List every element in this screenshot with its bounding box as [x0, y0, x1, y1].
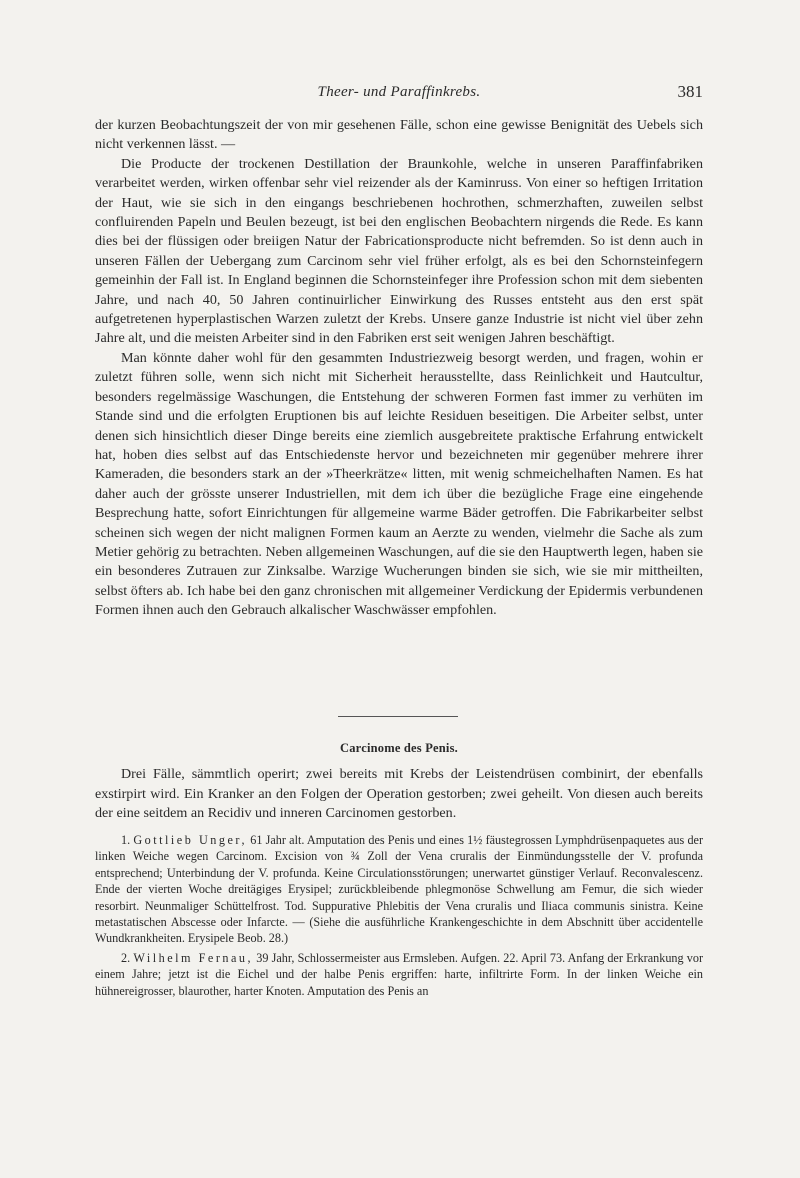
paragraph-3: Man könnte daher wohl für den gesammten Industriezweig besorgt werden, und fragen, wohin er zuletzt führen solle, wenn sich nicht mit Sicherheit herausstellte, dass Reinlichkeit und Hautcultur, besonders regelmässige Waschungen, die Entstehung der schweren Formen fast immer zu verhüten im Stande sind und die erfolgten Eruptionen bis auf leichte Residuen beseitigen. Die Arbeiter selbst, unter denen sich hinsichtlich dieser Dinge bereits eine ziemlich ausgebreitete praktische Erfahrung entwickelt hat, hoben dies selbst auf das Entschiedenste hervor und bezeichneten mir gegenüber mehrere ihrer Kameraden, die besonders stark an der »Theerkrätze« litten, mit wenig schmeichelhaften Namen. Es hat daher auch der grösste unserer Industriellen, mit dem ich über die bezügliche Frage eine eingehende Besprechung hatte, sofort Einrichtungen für allgemeine warme Bäder getroffen. Die Fabrikarbeiter selbst scheinen sich wegen der nicht malignen Formen kaum an Aerzte zu wenden, vielmehr die Sache als zum Metier gehörig zu betrachten. Neben allgemeinen Waschungen, auf die sie den Hauptwerth legen, haben sie ein besonderes Zutrauen zur Zinksalbe. Warzige Wucherungen binden sie sich, wie sie mir mittheilten, selbst öfters ab. Ich habe bei den ganz chronischen mit allgemeiner Verdickung der Epidermis verbundenen Formen ihnen auch den Gebrauch alkalischer Waschwässer empfohlen.: [95, 349, 703, 619]
section-intro: [95, 765, 703, 824]
running-title: Theer- und Paraffinkrebs.: [317, 84, 481, 100]
case-patient-name: Wilhelm Fernau,: [133, 950, 254, 965]
case-number: 1.: [121, 833, 131, 847]
case-patient-name: Gottlieb Unger,: [133, 833, 248, 847]
running-head: [95, 84, 703, 108]
body-text: [95, 116, 703, 621]
section-divider: [338, 716, 458, 717]
section-intro-paragraph: Drei Fälle, sämmtlich operirt; zwei bereits mit Krebs der Leistendrüsen combinirt, der ebenfalls exstirpirt wird. Ein Kranker an den Folgen der Operation gestorben; zwei geheilt. Von diesen auch bereits der eine seitdem an Recidiv und inneren Carcinomen gestorben.: [95, 766, 703, 822]
paragraph-2: Die Producte der trockenen Destillation der Braunkohle, welche in unseren Paraffinfabriken verarbeitet werden, wirken offenbar sehr viel reizender als der Kaminruss. Von einer so heftigen Irritation der Haut, wie sie sich in den eingangs beschriebenen hochrothen, schmerzhaften, zuweilen selbst confluirenden Papeln und Beulen bezeugt, ist bei den englischen Beobachtern nirgends die Rede. Es kann dies bei der flüssigen oder breiigen Natur der Fabricationsproducte nicht befremden. So ist denn auch in unseren Fällen der Uebergang zum Carcinom sehr viel früher erfolgt, als es bei den Schornsteinfegern gemeinhin der Fall ist. In England beginnen die Schornsteinfeger ihre Profession schon mit dem siebenten Jahre, und nach 40, 50 Jahren continuirlicher Einwirkung des Russes entsteht aus den erst spät aufgetretenen hyperplastischen Warzen zuletzt der Krebs. Unsere ganze Industrie ist nicht viel über zehn Jahre alt, und die meisten Arbeiter sind in den Fabriken erst seit wenigen Jahren beschäftigt.: [95, 155, 703, 347]
case-text: 61 Jahr alt. Amputation des Penis und eines 1½ fäustegrossen Lymphdrüsenpaquetes aus der linken Weiche wegen Carcinom. Excision von ¾ Zoll der Vena cruralis der Einmündungsstelle der V. profunda entsprechend; Unterbindung der V. profunda. Keine Circulationsstörungen; unerwartet günstiger Verlauf. Reconvalescenz. Ende der vierten Woche dreitägiges Erysipel; zurückbleibende phlegmonöse Schwellung am Femur, die sich wieder resorbirt. Neunmaliger Schüttelfrost. Tod. Suppurative Phlebitis der Vena cruralis und Iliaca communis sinistra. Keine metastatischen Abscesse oder Infarcte. — (Siehe die ausführliche Krankengeschichte in dem Abschnitt über accidentelle Wundkrankheiten. Erysipele Beob. 28.): [95, 833, 704, 946]
case-text: 39 Jahr, Schlossermeister aus Ermsleben. Aufgen. 22. April 73. Anfang der Erkrankung vor einem Jahre; jetzt ist die Eichel und der halbe Penis ergriffen: harte, infiltrirte Form. In der linken Weiche ein hühnereigrosser, blaurother, harter Knoten. Amputation des Penis an: [95, 950, 704, 998]
case-entry: [95, 950, 703, 999]
case-list: [95, 832, 703, 999]
section-heading: Carcinome des Penis.: [340, 741, 458, 755]
page-number: 381: [677, 82, 703, 101]
case-entry: [95, 832, 703, 947]
paragraph-1: der kurzen Beobachtungszeit der von mir gesehenen Fälle, schon eine gewisse Benignität des Uebels sich nicht verkennen lässt. —: [95, 117, 703, 153]
case-number: 2.: [121, 950, 131, 965]
